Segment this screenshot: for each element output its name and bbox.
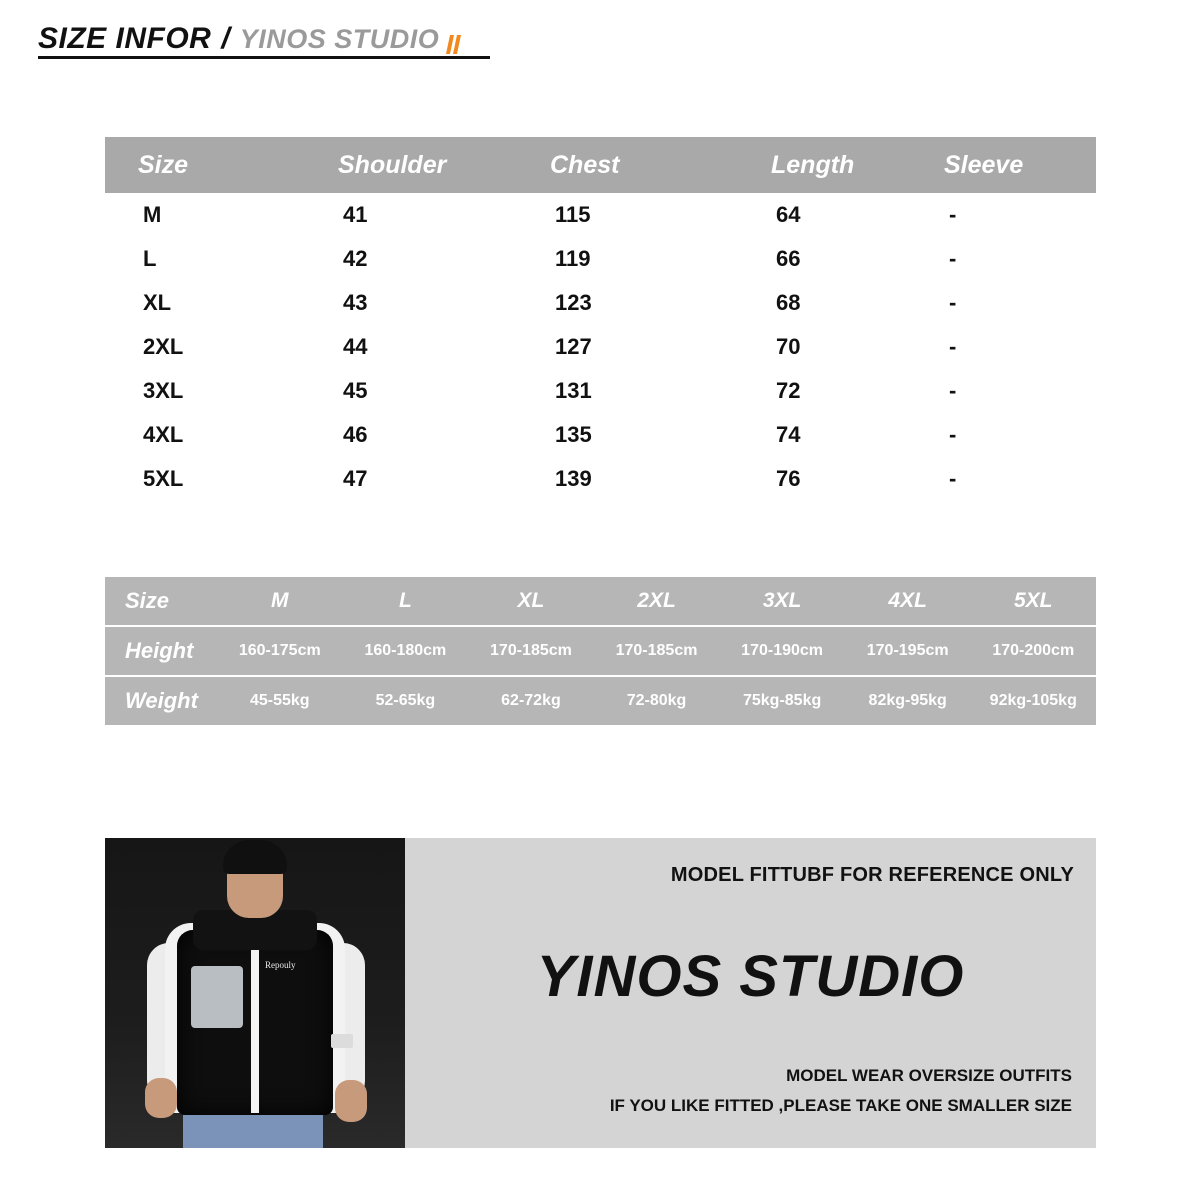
cell-sleeve: -: [949, 378, 957, 403]
cell-size: L: [143, 246, 157, 271]
banner-brand-title: YINOS STUDIO: [536, 944, 965, 1009]
fit-row-label-size: Size: [125, 588, 170, 613]
fit-height-cell: 170-185cm: [615, 642, 698, 659]
cell-length: 72: [776, 378, 801, 403]
cell-size: 5XL: [143, 466, 184, 491]
cell-size: 4XL: [143, 422, 184, 447]
cell-chest: 135: [555, 422, 592, 447]
banner-note-line-2: IF YOU LIKE FITTED ,PLEASE TAKE ONE SMALLER SIZE: [609, 1096, 1072, 1115]
fit-weight-cell: 82kg-95kg: [868, 692, 947, 709]
cell-length: 76: [776, 466, 801, 491]
cell-shoulder: 42: [343, 246, 368, 271]
table-header-row: [105, 137, 1096, 193]
cell-shoulder: 41: [343, 202, 368, 227]
accent-bars-icon: [448, 35, 462, 54]
table-row: [105, 369, 1096, 413]
header-separator: /: [221, 22, 230, 55]
vest-print-text: Repouly: [265, 960, 296, 970]
table-row: [105, 325, 1096, 369]
vest-label-badge: [331, 1034, 353, 1048]
fit-size-cell: L: [398, 589, 412, 612]
height-weight-table: [105, 577, 1096, 725]
fit-height-cell: 160-180cm: [364, 642, 447, 659]
table-row: [105, 193, 1096, 237]
fit-weight-cell: 72-80kg: [626, 692, 687, 709]
cell-chest: 115: [555, 202, 591, 227]
banner-text-panel: [405, 838, 1096, 1148]
fit-weight-cell: 62-72kg: [501, 692, 561, 709]
cell-chest: 131: [555, 378, 592, 403]
fit-row-label-height: Height: [125, 638, 194, 663]
size-measurement-table: [105, 137, 1096, 501]
fit-height-cell: 170-190cm: [741, 642, 824, 659]
column-header-chest: Chest: [550, 150, 620, 179]
cell-sleeve: -: [949, 466, 957, 491]
cell-sleeve: -: [949, 422, 957, 447]
cell-length: 68: [776, 290, 801, 315]
banner-top-note: MODEL FITTUBF FOR REFERENCE ONLY: [670, 864, 1074, 886]
table-row: [105, 457, 1096, 501]
fit-height-cell: 170-185cm: [490, 642, 572, 659]
cell-shoulder: 47: [343, 466, 368, 491]
fit-weight-cell: 92kg-105kg: [989, 692, 1077, 709]
cell-size: XL: [143, 290, 172, 315]
cell-shoulder: 46: [343, 422, 368, 447]
column-header-size: Size: [138, 150, 189, 179]
fit-table-weight-row: [105, 677, 1096, 725]
cell-sleeve: -: [949, 290, 957, 315]
header-title-group: [38, 22, 462, 56]
cell-length: 74: [776, 422, 801, 447]
cell-shoulder: 43: [343, 290, 368, 315]
vest-front-opening: [251, 938, 259, 1113]
fit-weight-cell: 75kg-85kg: [742, 692, 822, 709]
cell-shoulder: 45: [343, 378, 368, 403]
cell-length: 64: [776, 202, 801, 227]
page-header: [0, 0, 1200, 66]
cell-length: 70: [776, 334, 801, 359]
cell-chest: 127: [555, 334, 592, 359]
vest-chest-pocket: [191, 966, 243, 1028]
fit-size-cell: M: [271, 589, 289, 612]
cell-size: M: [143, 202, 162, 227]
cell-shoulder: 44: [343, 334, 368, 359]
cell-size: 3XL: [143, 378, 184, 403]
fit-size-cell: XL: [517, 589, 545, 612]
column-header-sleeve: Sleeve: [944, 150, 1024, 179]
column-header-length: Length: [771, 150, 855, 179]
header-underline: [38, 56, 490, 59]
fit-height-cell: 170-200cm: [992, 642, 1075, 659]
brand-name: YINOS STUDIO: [239, 24, 440, 54]
cell-chest: 119: [555, 246, 591, 271]
cell-size: 2XL: [143, 334, 184, 359]
cell-chest: 139: [555, 466, 592, 491]
model-hair: [223, 840, 287, 874]
fit-weight-cell: 45-55kg: [249, 692, 310, 709]
page-title: SIZE INFOR: [38, 22, 212, 55]
model-left-hand: [145, 1078, 177, 1118]
fit-row-label-weight: Weight: [125, 688, 198, 713]
cell-length: 66: [776, 246, 801, 271]
fit-table-height-row: [105, 627, 1096, 677]
fit-size-cell: 2XL: [637, 589, 676, 612]
fit-height-cell: 160-175cm: [238, 642, 321, 659]
table-row: [105, 237, 1096, 281]
banner-note-line-1: MODEL WEAR OVERSIZE OUTFITS: [786, 1066, 1072, 1085]
table-row: [105, 281, 1096, 325]
column-header-shoulder: Shoulder: [338, 150, 447, 179]
model-banner: [105, 838, 1096, 1148]
model-photo: [105, 838, 405, 1148]
cell-sleeve: -: [949, 202, 957, 227]
model-right-hand: [335, 1080, 367, 1122]
cell-chest: 123: [555, 290, 592, 315]
fit-table-size-row: [105, 577, 1096, 627]
fit-height-cell: 170-195cm: [866, 642, 949, 659]
fit-size-cell: 4XL: [888, 589, 927, 612]
table-row: [105, 413, 1096, 457]
fit-size-cell: 5XL: [1014, 589, 1053, 612]
fit-size-cell: 3XL: [762, 589, 802, 612]
cell-sleeve: -: [949, 334, 957, 359]
fit-weight-cell: 52-65kg: [375, 692, 436, 709]
cell-sleeve: -: [949, 246, 957, 271]
